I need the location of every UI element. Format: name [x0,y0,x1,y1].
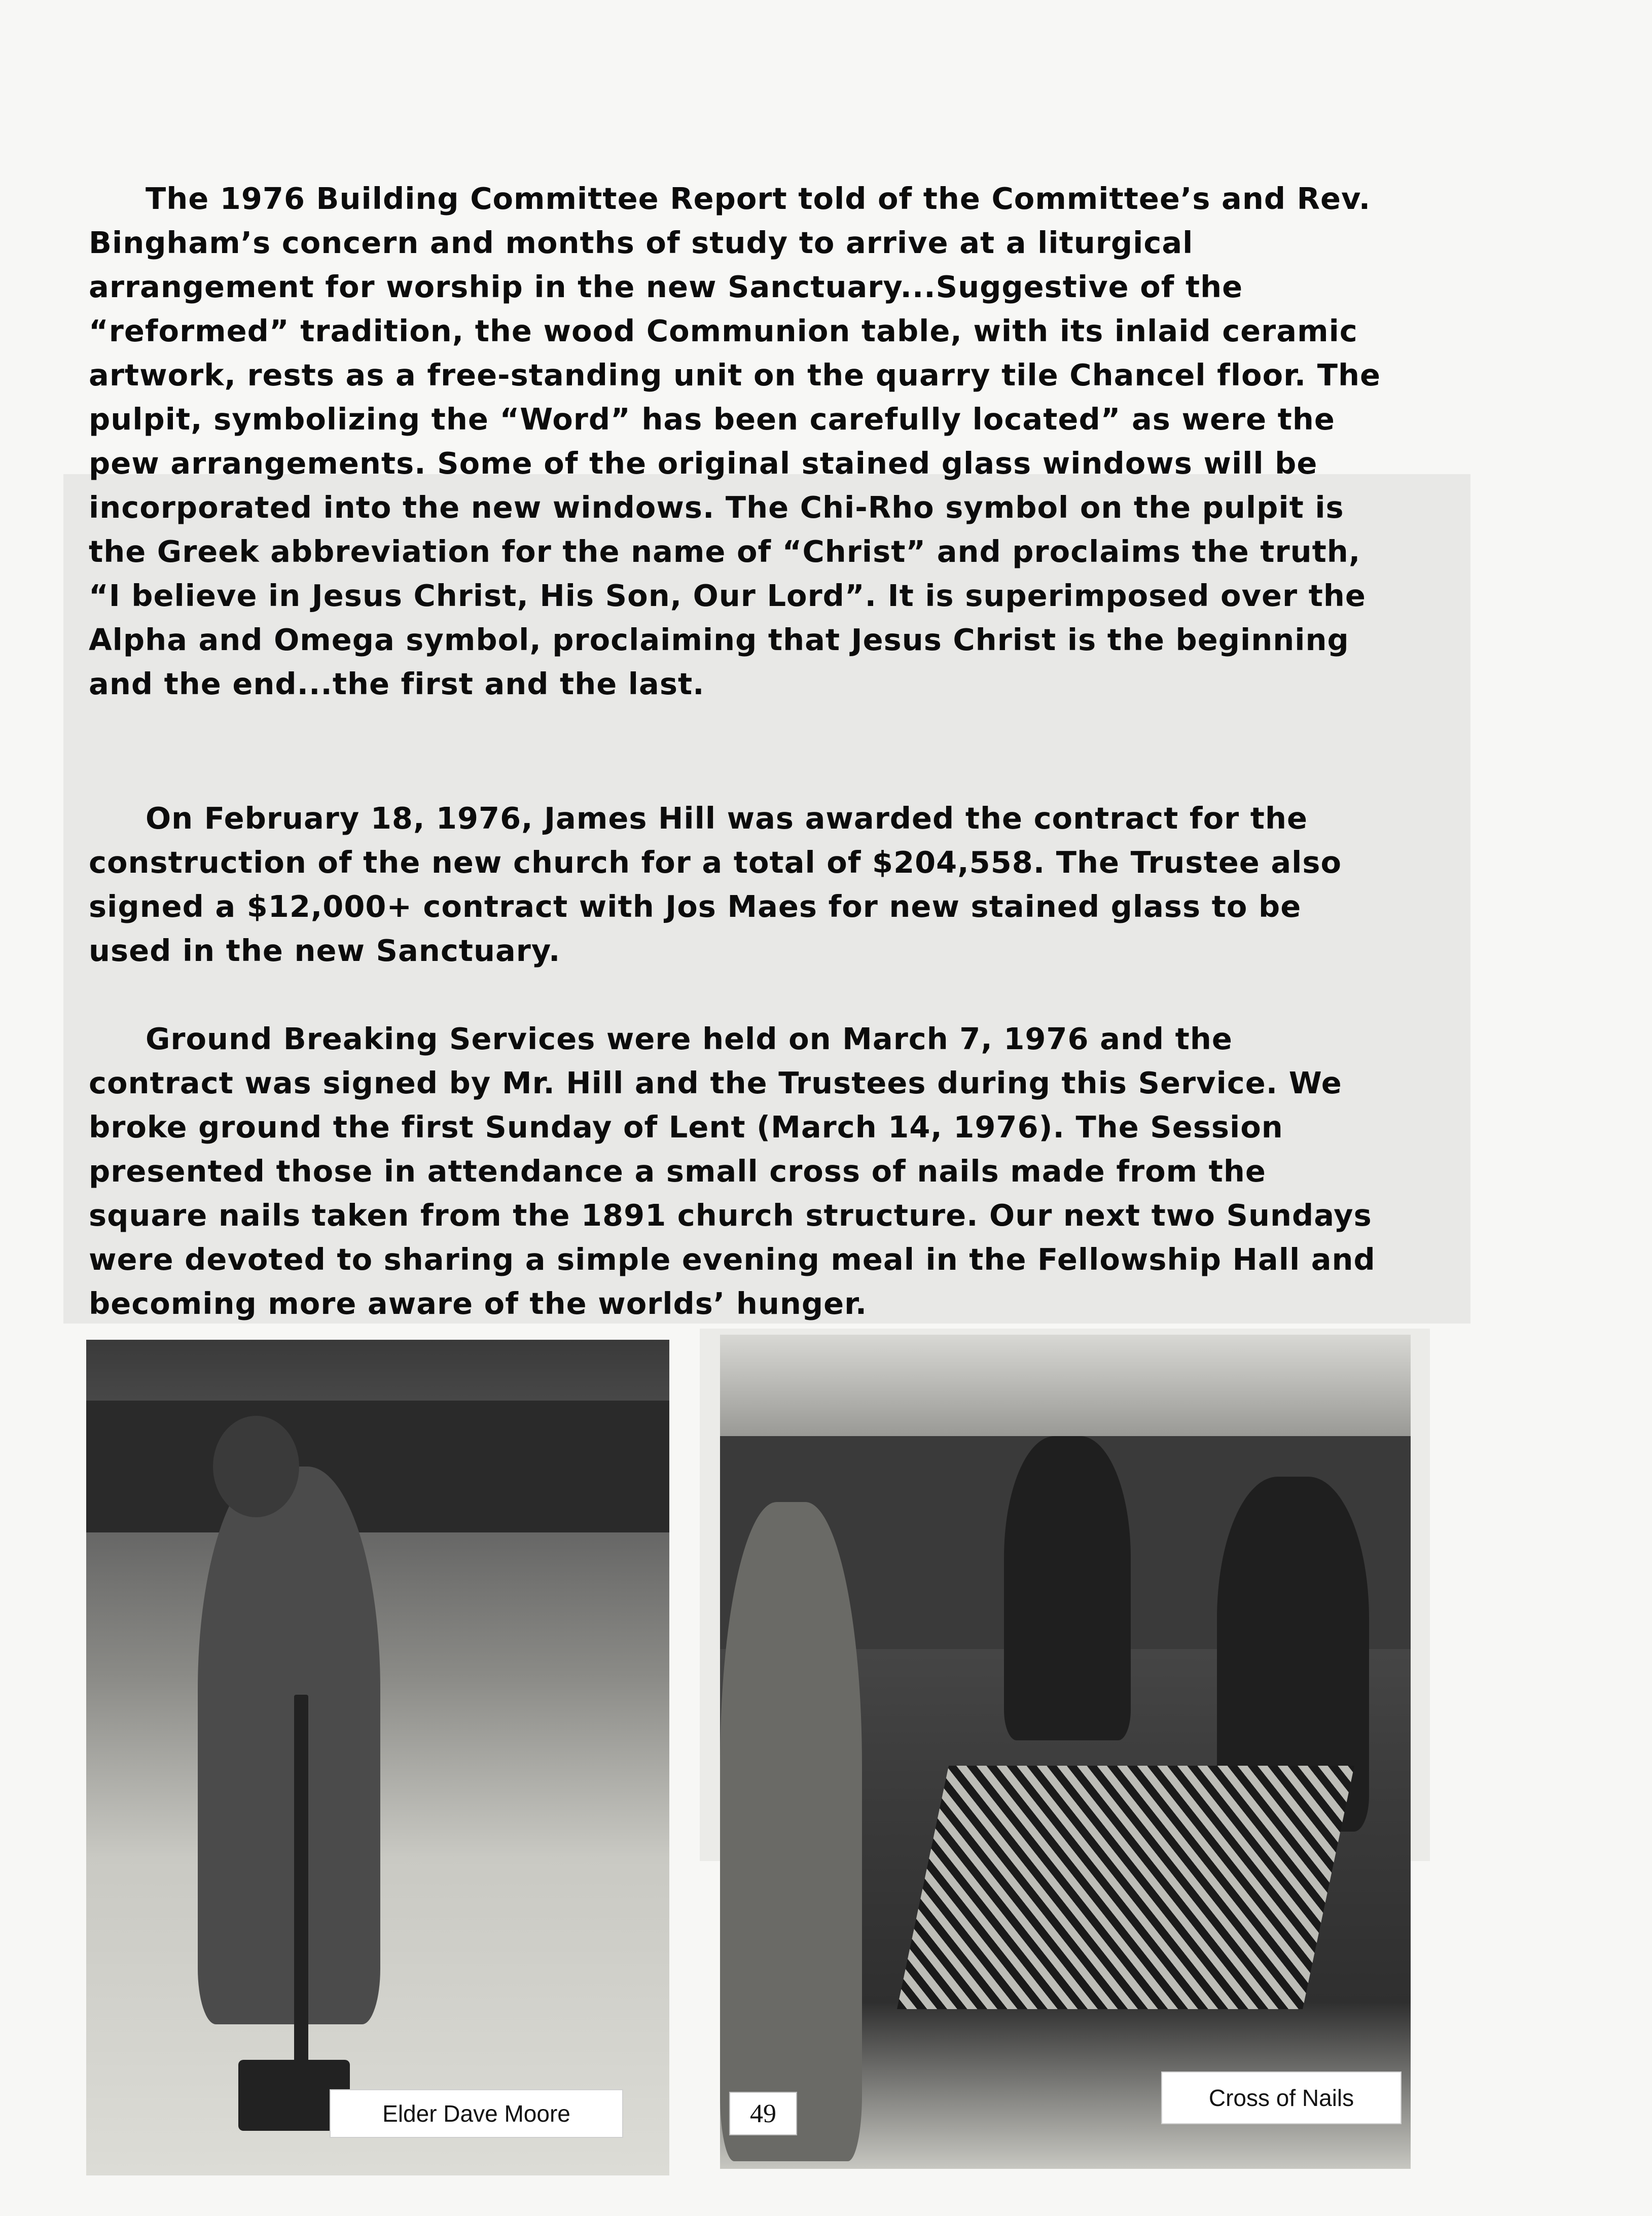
photo-cross-of-nails [720,1335,1411,2169]
robed-minister [1004,1436,1131,1740]
photo-elder-dave-moore [86,1340,669,2175]
paragraph-ground-breaking: Ground Breaking Services were held on March 7, 1976 and the contract was signed by Mr. Hill and the Trustees during this Service. We broke ground the first Sunday of Lent (March 14, 1976). The Session presented those in attendance a small cross of nails made from the square nails taken from the 1891 church structure. Our next two Sundays were devoted to sharing a simple evening meal in the Fellowship Hall and becoming more aware of the worlds’ hunger. [89,1021,1376,1321]
person-silhouette [198,1467,380,2024]
paragraph-contract: On February 18, 1976, James Hill was awarded the contract for the construction of the new church for a total of $204,558. The Trustee also signed a $12,000+ contract with Jos Maes for new stained glass to be used in the new Sanctuary. [89,801,1342,968]
person-foreground [720,1502,862,2161]
crowd-silhouette [86,1401,669,1532]
caption-left: Elder Dave Moore [330,2089,623,2138]
shovel-handle [294,1695,308,2100]
caption-right: Cross of Nails [1161,2071,1402,2124]
nail-crosses-table [897,1766,1354,2009]
person-head [213,1416,299,1517]
paragraph-building-committee: The 1976 Building Committee Report told of the Committee’s and Rev. Bingham’s concern and months of study to arrive at a liturgical arrangement for worship in the new Sanctuary...Suggestive of the “reformed” tradition, the wood Communion table, with its inlaid ceramic artwork, rests as a free-standing unit on the quarry tile Chancel floor. The pulpit, symbolizing the “Word” has been carefully located” as were the pew arrangements. Some of the original stained glass windows will be incorporated into the new windows. The Chi-Rho symbol on the pulpit is the Greek abbreviation for the name of “Christ” and proclaims the truth, “I believe in Jesus Christ, His Son, Our Lord”. It is superimposed over the Alpha and Omega symbol, proclaiming that Jesus Christ is the beginning and the end...the first and the last. [89,181,1381,701]
page-number: 49 [729,2092,797,2135]
